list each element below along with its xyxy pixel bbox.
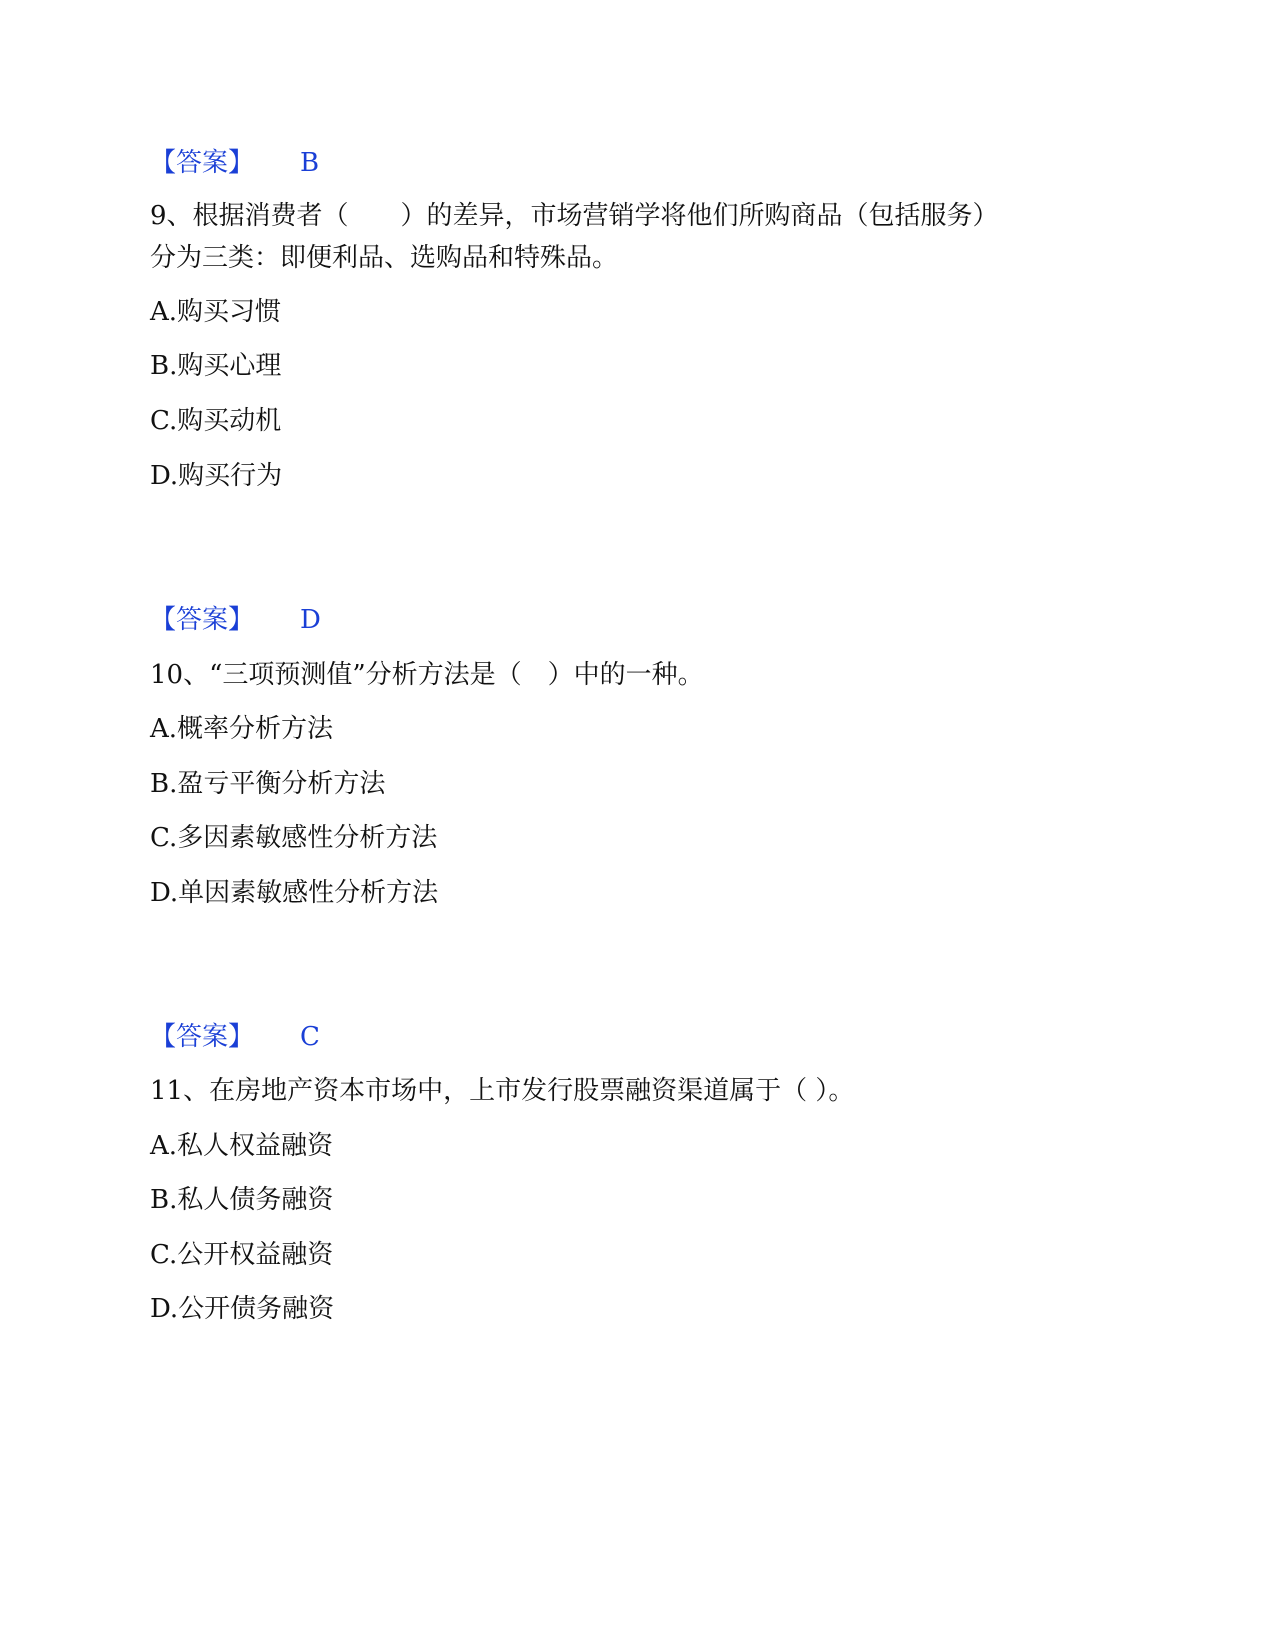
question-11-option-d: D.公开债务融资 xyxy=(150,1294,335,1324)
question-9-option-a: A.购买习惯 xyxy=(150,297,282,327)
question-9-text-line-1: 9、根据消费者（ ）的差异，市场营销学将他们所购商品（包括服务） xyxy=(150,201,999,231)
answer-row-q9 xyxy=(150,600,321,640)
answer-row-q8 xyxy=(150,143,319,183)
answer-label: 【答案】 xyxy=(150,1022,255,1052)
answer-value: B xyxy=(300,148,320,178)
question-10-option-c: C.多因素敏感性分析方法 xyxy=(150,823,438,853)
answer-label: 【答案】 xyxy=(150,605,255,635)
answer-value: C xyxy=(300,1022,320,1052)
question-11-text: 11、在房地产资本市场中，上市发行股票融资渠道属于（ ）。 xyxy=(150,1076,855,1106)
question-11-option-c: C.公开权益融资 xyxy=(150,1240,334,1270)
answer-row-q10 xyxy=(150,1017,320,1057)
answer-value: D xyxy=(300,605,321,635)
question-9-option-c: C.购买动机 xyxy=(150,406,282,436)
question-10-option-d: D.单因素敏感性分析方法 xyxy=(150,878,439,908)
question-10-option-b: B.盈亏平衡分析方法 xyxy=(150,769,386,799)
question-9-text-line-2: 分为三类：即便利品、选购品和特殊品。 xyxy=(150,243,619,273)
question-11-option-b: B.私人债务融资 xyxy=(150,1185,334,1215)
question-9-option-d: D.购买行为 xyxy=(150,461,283,491)
question-10-text: 10、“三项预测值”分析方法是（ ）中的一种。 xyxy=(150,660,704,690)
question-11-option-a: A.私人权益融资 xyxy=(150,1131,334,1161)
answer-label: 【答案】 xyxy=(150,148,255,178)
question-10-option-a: A.概率分析方法 xyxy=(150,714,334,744)
question-9-option-b: B.购买心理 xyxy=(150,351,282,381)
